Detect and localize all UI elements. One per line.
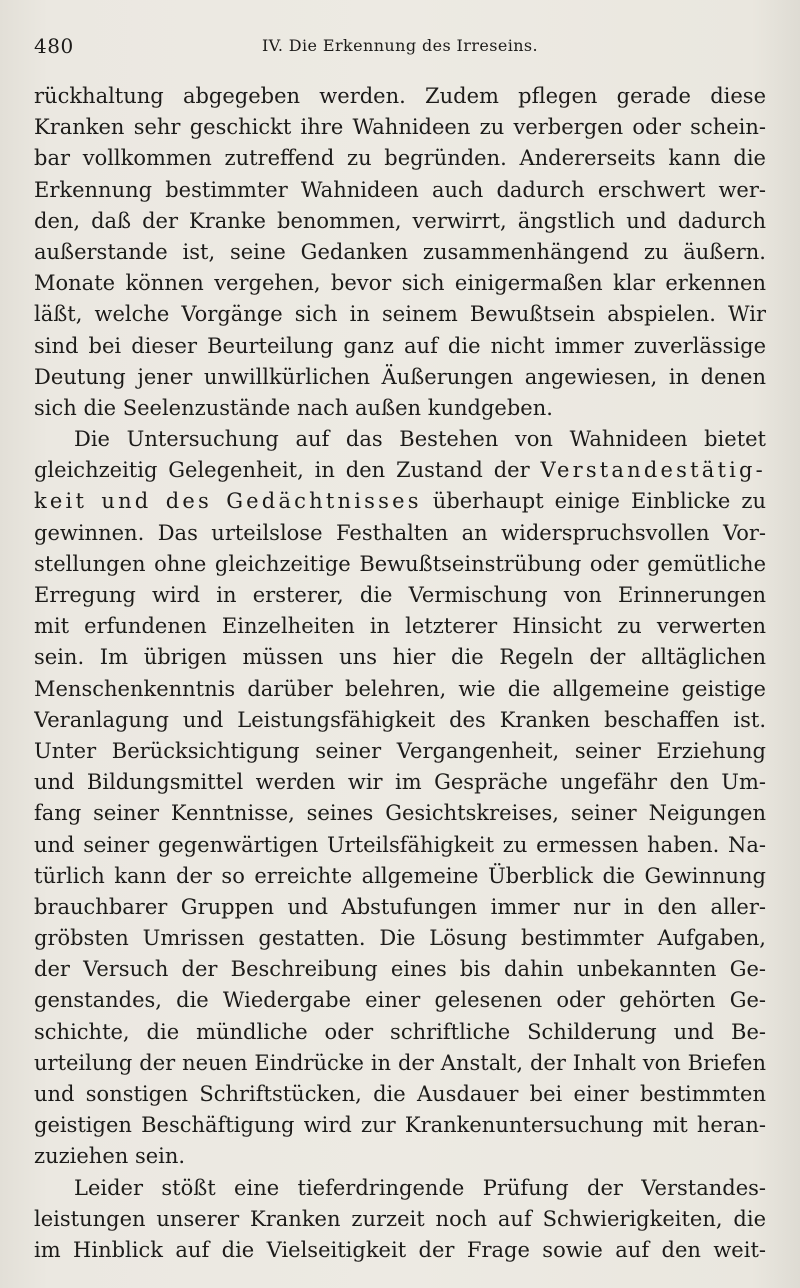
text-line: stellungen ohne gleichzeitige Bewußtseinstrübung oder gemütliche <box>34 551 766 576</box>
emphasized-term: Verstandestätig- <box>540 458 766 483</box>
text-segment: gleichzeitig Gelegenheit, in den Zustand der <box>34 458 530 483</box>
text-line: Erregung wird in ersterer, die Vermischung von Erinnerungen <box>34 583 766 607</box>
running-head: IV. Die Erkennung des Irreseins. <box>261 36 539 55</box>
text-line: den, daß der Kranke benommen, verwirrt, ängstlich und dadurch <box>34 208 766 233</box>
page-header <box>34 34 766 62</box>
text-line: Menschenkenntnis darüber belehren, wie die allgemeine geistige <box>34 676 766 701</box>
text-line: Monate können vergehen, bevor sich einigermaßen klar erkennen <box>34 271 766 296</box>
text-line <box>34 486 766 517</box>
text-line: und sonstigen Schriftstücken, die Ausdauer bei einer bestimmten <box>34 1082 766 1106</box>
text-line: fang seiner Kenntnisse, seines Gesichtskreises, seiner Neigungen <box>34 801 766 826</box>
text-line: bar vollkommen zutreffend zu begründen. Andererseits kann die <box>34 146 766 171</box>
text-line: sein. Im übrigen müssen uns hier die Regeln der alltäglichen <box>34 645 766 670</box>
text-line: der Versuch der Beschreibung eines bis dahin unbekannten Ge- <box>34 957 766 982</box>
paragraph-end-line: sich die Seelenzustände nach außen kundgeben. <box>34 395 553 420</box>
text-line: Deutung jener unwillkürlichen Äußerungen angewiesen, in denen <box>34 364 766 389</box>
text-line: Veranlagung und Leistungsfähigkeit des Kranken beschaffen ist. <box>34 707 766 732</box>
emphasized-term: keit und des Gedächtnisses <box>34 489 422 514</box>
text-line: und seiner gegenwärtigen Urteilsfähigkeit zu ermessen haben. Na- <box>34 832 766 857</box>
text-line: brauchbarer Gruppen und Abstufungen immer nur in den aller- <box>34 894 766 919</box>
text-line: mit erfundenen Einzelheiten in letzterer Hinsicht zu verwerten <box>34 614 766 639</box>
text-line: sind bei dieser Beurteilung ganz auf die nicht immer zuverlässige <box>34 333 766 358</box>
text-line: genstandes, die Wiedergabe einer gelesenen oder gehörten Ge- <box>34 988 766 1013</box>
text-line <box>34 455 766 486</box>
text-line: außerstande ist, seine Gedanken zusammenhängend zu äußern. <box>34 239 766 264</box>
text-line: im Hinblick auf die Vielseitigkeit der Frage sowie auf den weit- <box>34 1237 766 1262</box>
text-line: und Bildungsmittel werden wir im Gespräche ungefähr den Um- <box>34 770 766 795</box>
text-line: Unter Berücksichtigung seiner Vergangenheit, seiner Erziehung <box>34 738 766 763</box>
body-text <box>34 81 766 1266</box>
text-line: rückhaltung abgegeben werden. Zudem pflegen gerade diese <box>34 84 766 108</box>
text-line: Erkennung bestimmter Wahnideen auch dadurch erschwert wer- <box>34 177 766 202</box>
text-line: schichte, die mündliche oder schriftliche Schilderung und Be- <box>34 1019 766 1044</box>
paragraph-start-line: Leider stößt eine tieferdringende Prüfung der Verstandes- <box>74 1175 766 1200</box>
text-line: leistungen unserer Kranken zurzeit noch auf Schwierigkeiten, die <box>34 1206 766 1231</box>
paragraph-start-line: Die Untersuchung auf das Bestehen von Wahnideen bietet <box>74 427 766 452</box>
text-line: gewinnen. Das urteilslose Festhalten an widerspruchsvollen Vor- <box>34 520 766 545</box>
text-line: türlich kann der so erreichte allgemeine Überblick die Gewinnung <box>34 863 766 888</box>
paragraph-end-line: zuziehen sein. <box>34 1144 186 1169</box>
page-number: 480 <box>34 34 74 58</box>
text-line: läßt, welche Vorgänge sich in seinem Bewußtsein abspielen. Wir <box>34 302 766 327</box>
text-segment: überhaupt einige Einblicke zu <box>432 489 766 514</box>
text-line: geistigen Beschäftigung wird zur Krankenuntersuchung mit heran- <box>34 1113 766 1138</box>
text-line: urteilung der neuen Eindrücke in der Anstalt, der Inhalt von Briefen <box>34 1050 766 1075</box>
text-line: Kranken sehr geschickt ihre Wahnideen zu verbergen oder schein- <box>34 115 766 140</box>
text-line: gröbsten Umrissen gestatten. Die Lösung bestimmter Aufgaben, <box>34 926 766 951</box>
